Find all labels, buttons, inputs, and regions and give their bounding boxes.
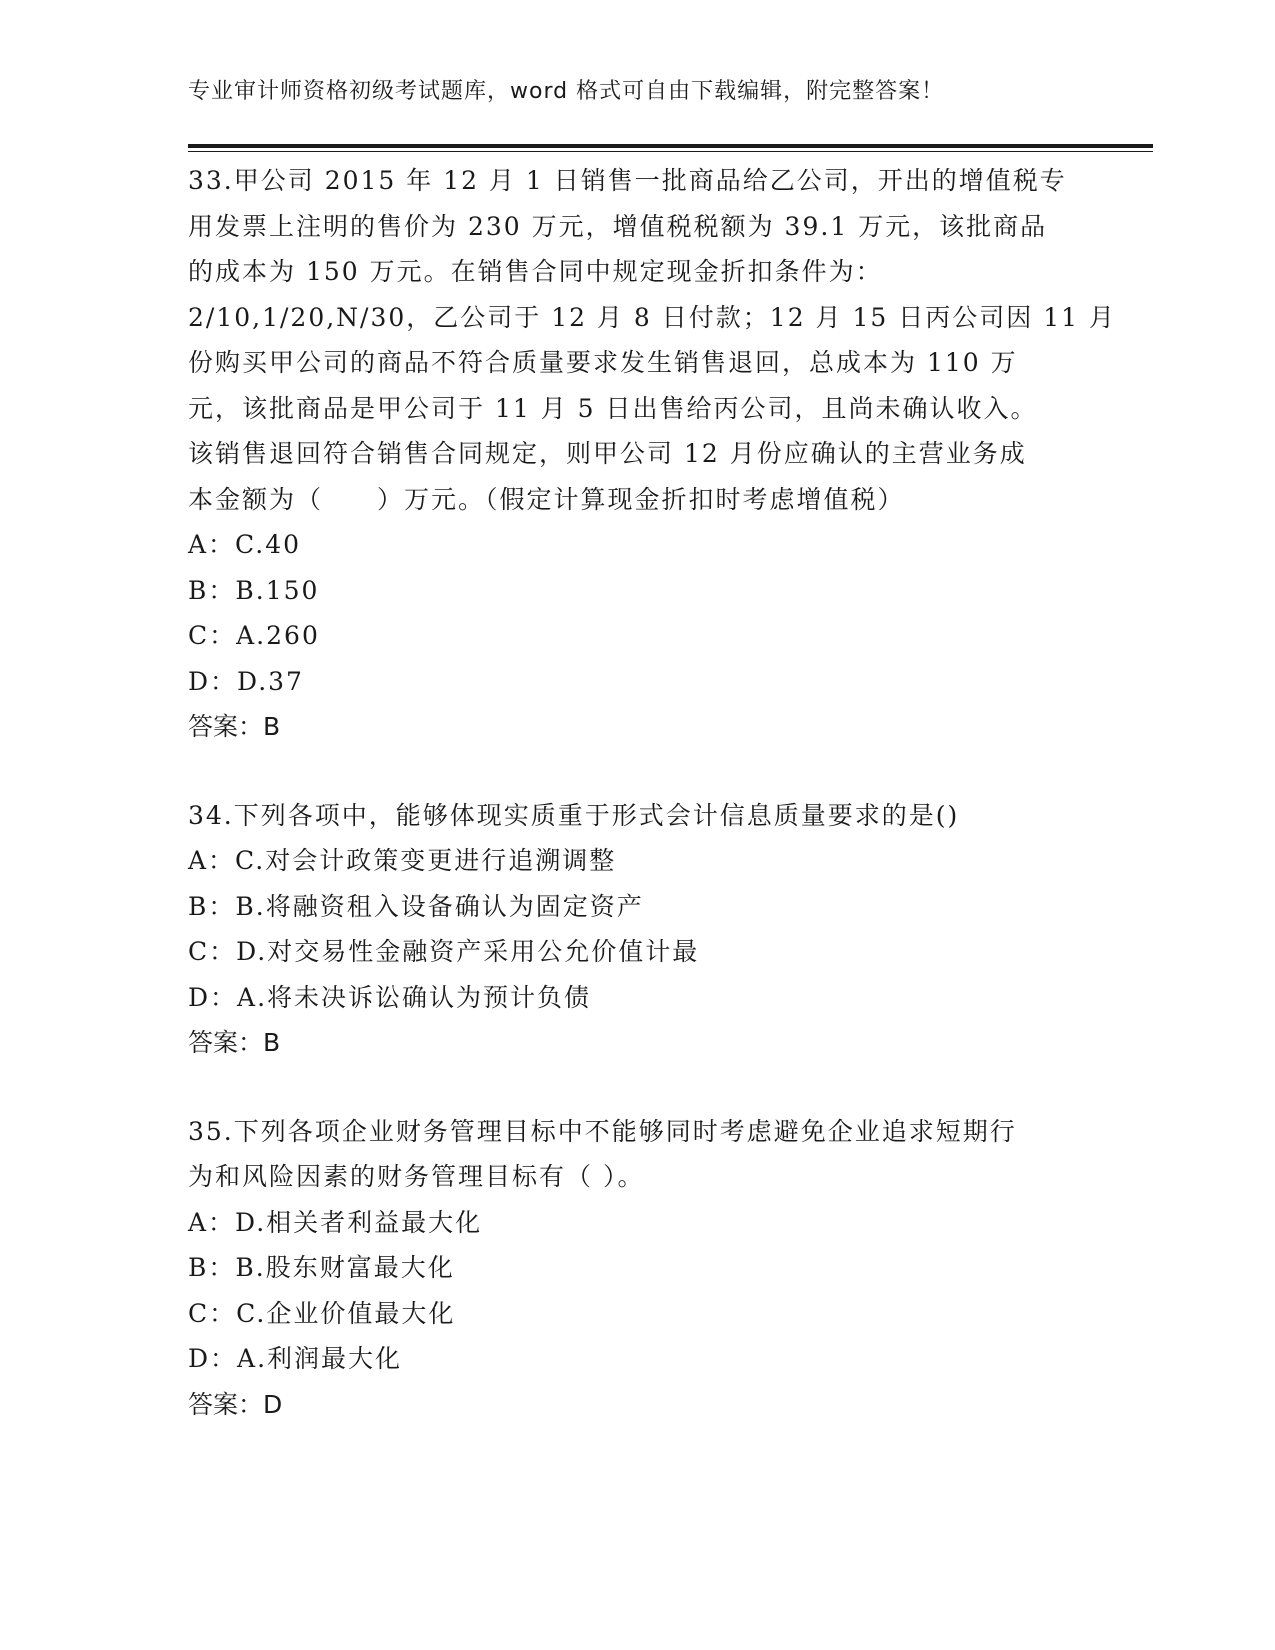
question-list	[188, 158, 1116, 1470]
question-33	[188, 158, 1116, 750]
answer-line: 答案：B	[188, 1028, 281, 1057]
option-b: B：B.股东财富最大化	[188, 1253, 455, 1282]
header-rule-thin	[188, 151, 1153, 152]
option-d: D：D.37	[188, 666, 304, 696]
question-stem-line: 的成本为 150 万元。在销售合同中规定现金折扣条件为：	[188, 257, 883, 286]
answer-line: 答案：D	[188, 1389, 283, 1419]
question-stem-line: 35.下列各项企业财务管理目标中不能够同时考虑避免企业追求短期行	[188, 1116, 1017, 1146]
header-rule-thick	[188, 144, 1153, 148]
question-stem-line: 34.下列各项中，能够体现实质重于形式会计信息质量要求的是()	[188, 800, 960, 830]
option-b: B：B.150	[188, 575, 320, 605]
option-a: A：C.40	[188, 530, 302, 559]
page-header: 专业审计师资格初级考试题库，word 格式可自由下载编辑，附完整答案！	[188, 79, 945, 104]
option-d: D：A.利润最大化	[188, 1344, 403, 1373]
question-stem-line: 33.甲公司 2015 年 12 月 1 日销售一批商品给乙公司，开出的增值税专	[188, 166, 1067, 195]
question-stem-line: 元，该批商品是甲公司于 11 月 5 日出售给丙公司，且尚未确认收入。	[188, 393, 1038, 423]
option-a: A：D.相关者利益最大化	[188, 1207, 483, 1237]
question-stem-line: 份购买甲公司的商品不符合质量要求发生销售退回，总成本为 110 万	[188, 348, 1018, 377]
option-c: C：D.对交易性金融资产采用公允价值计最	[188, 937, 700, 966]
option-d: D：A.将未决诉讼确认为预计负债	[188, 982, 592, 1012]
question-stem-line: 本金额为（ ）万元。（假定计算现金折扣时考虑增值税）	[188, 484, 905, 514]
question-stem-line: 该销售退回符合销售合同规定，则甲公司 12 月份应确认的主营业务成	[188, 439, 1027, 468]
option-c: C：A.260	[188, 621, 320, 650]
option-a: A：C.对会计政策变更进行追溯调整	[188, 846, 617, 875]
question-35	[188, 1109, 1088, 1428]
question-stem-line: 为和风险因素的财务管理目标有（ ）。	[188, 1162, 645, 1191]
option-b: B：B.将融资租入设备确认为固定资产	[188, 891, 644, 921]
answer-line: 答案：B	[188, 712, 281, 741]
question-stem-line: 用发票上注明的售价为 230 万元，增值税税额为 39.1 万元，该批商品	[188, 211, 1048, 241]
question-stem-line: 2/10,1/20,N/30，乙公司于 12 月 8 日付款；12 月 15 日丙公司因 11 月	[188, 302, 1116, 332]
option-c: C：C.企业价值最大化	[188, 1298, 456, 1328]
question-34	[188, 793, 1088, 1066]
